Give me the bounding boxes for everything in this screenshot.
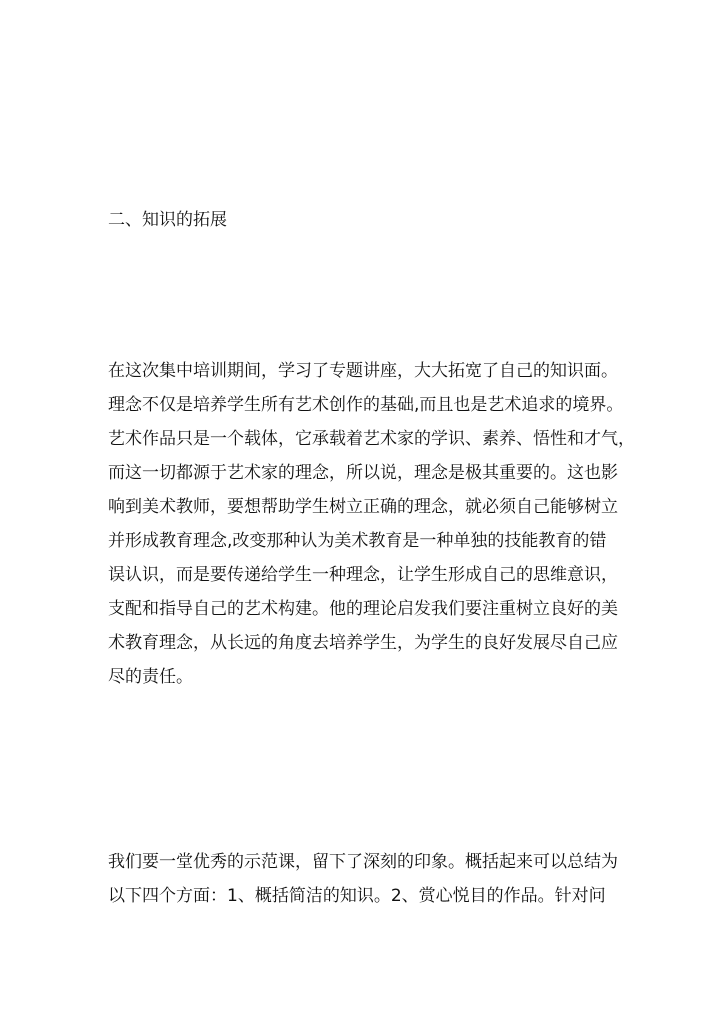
paragraph-line: 响到美术教师，要想帮助学生树立正确的理念，就必须自己能够树立 [108,497,618,517]
paragraph-line: 误认识，而是要传递给学生一种理念，让学生形成自己的思维意识， [108,565,618,585]
paragraph-2 [108,845,628,913]
paragraph-line: 并形成教育理念,改变那种认为美术教育是一种单独的技能教育的错 [108,531,607,551]
paragraph-line: 而这一切都源于艺术家的理念，所以说，理念是极其重要的。这也影 [108,463,618,483]
paragraph-line: 艺术作品只是一个载体，它承载着艺术家的学识、素养、悟性和才气， [108,429,635,449]
paragraph-line: 支配和指导自己的艺术构建。他的理论启发我们要注重树立良好的美 [108,599,618,619]
paragraph-line: 尽的责任。 [108,667,193,687]
section-heading: 二、知识的拓展 [108,210,227,230]
paragraph-1 [108,354,635,694]
paragraph-line: 理念不仅是培养学生所有艺术创作的基础,而且也是艺术追求的境界。 [108,395,624,415]
paragraph-line: 以下四个方面：1、概括简洁的知识。2、赏心悦目的作品。针对问 [108,886,606,906]
paragraph-line: 在这次集中培训期间，学习了专题讲座，大大拓宽了自己的知识面。 [108,361,618,381]
paragraph-line: 术教育理念，从长远的角度去培养学生，为学生的良好发展尽自己应 [108,633,618,653]
paragraph-line: 我们要一堂优秀的示范课，留下了深刻的印象。概括起来可以总结为 [108,852,618,872]
